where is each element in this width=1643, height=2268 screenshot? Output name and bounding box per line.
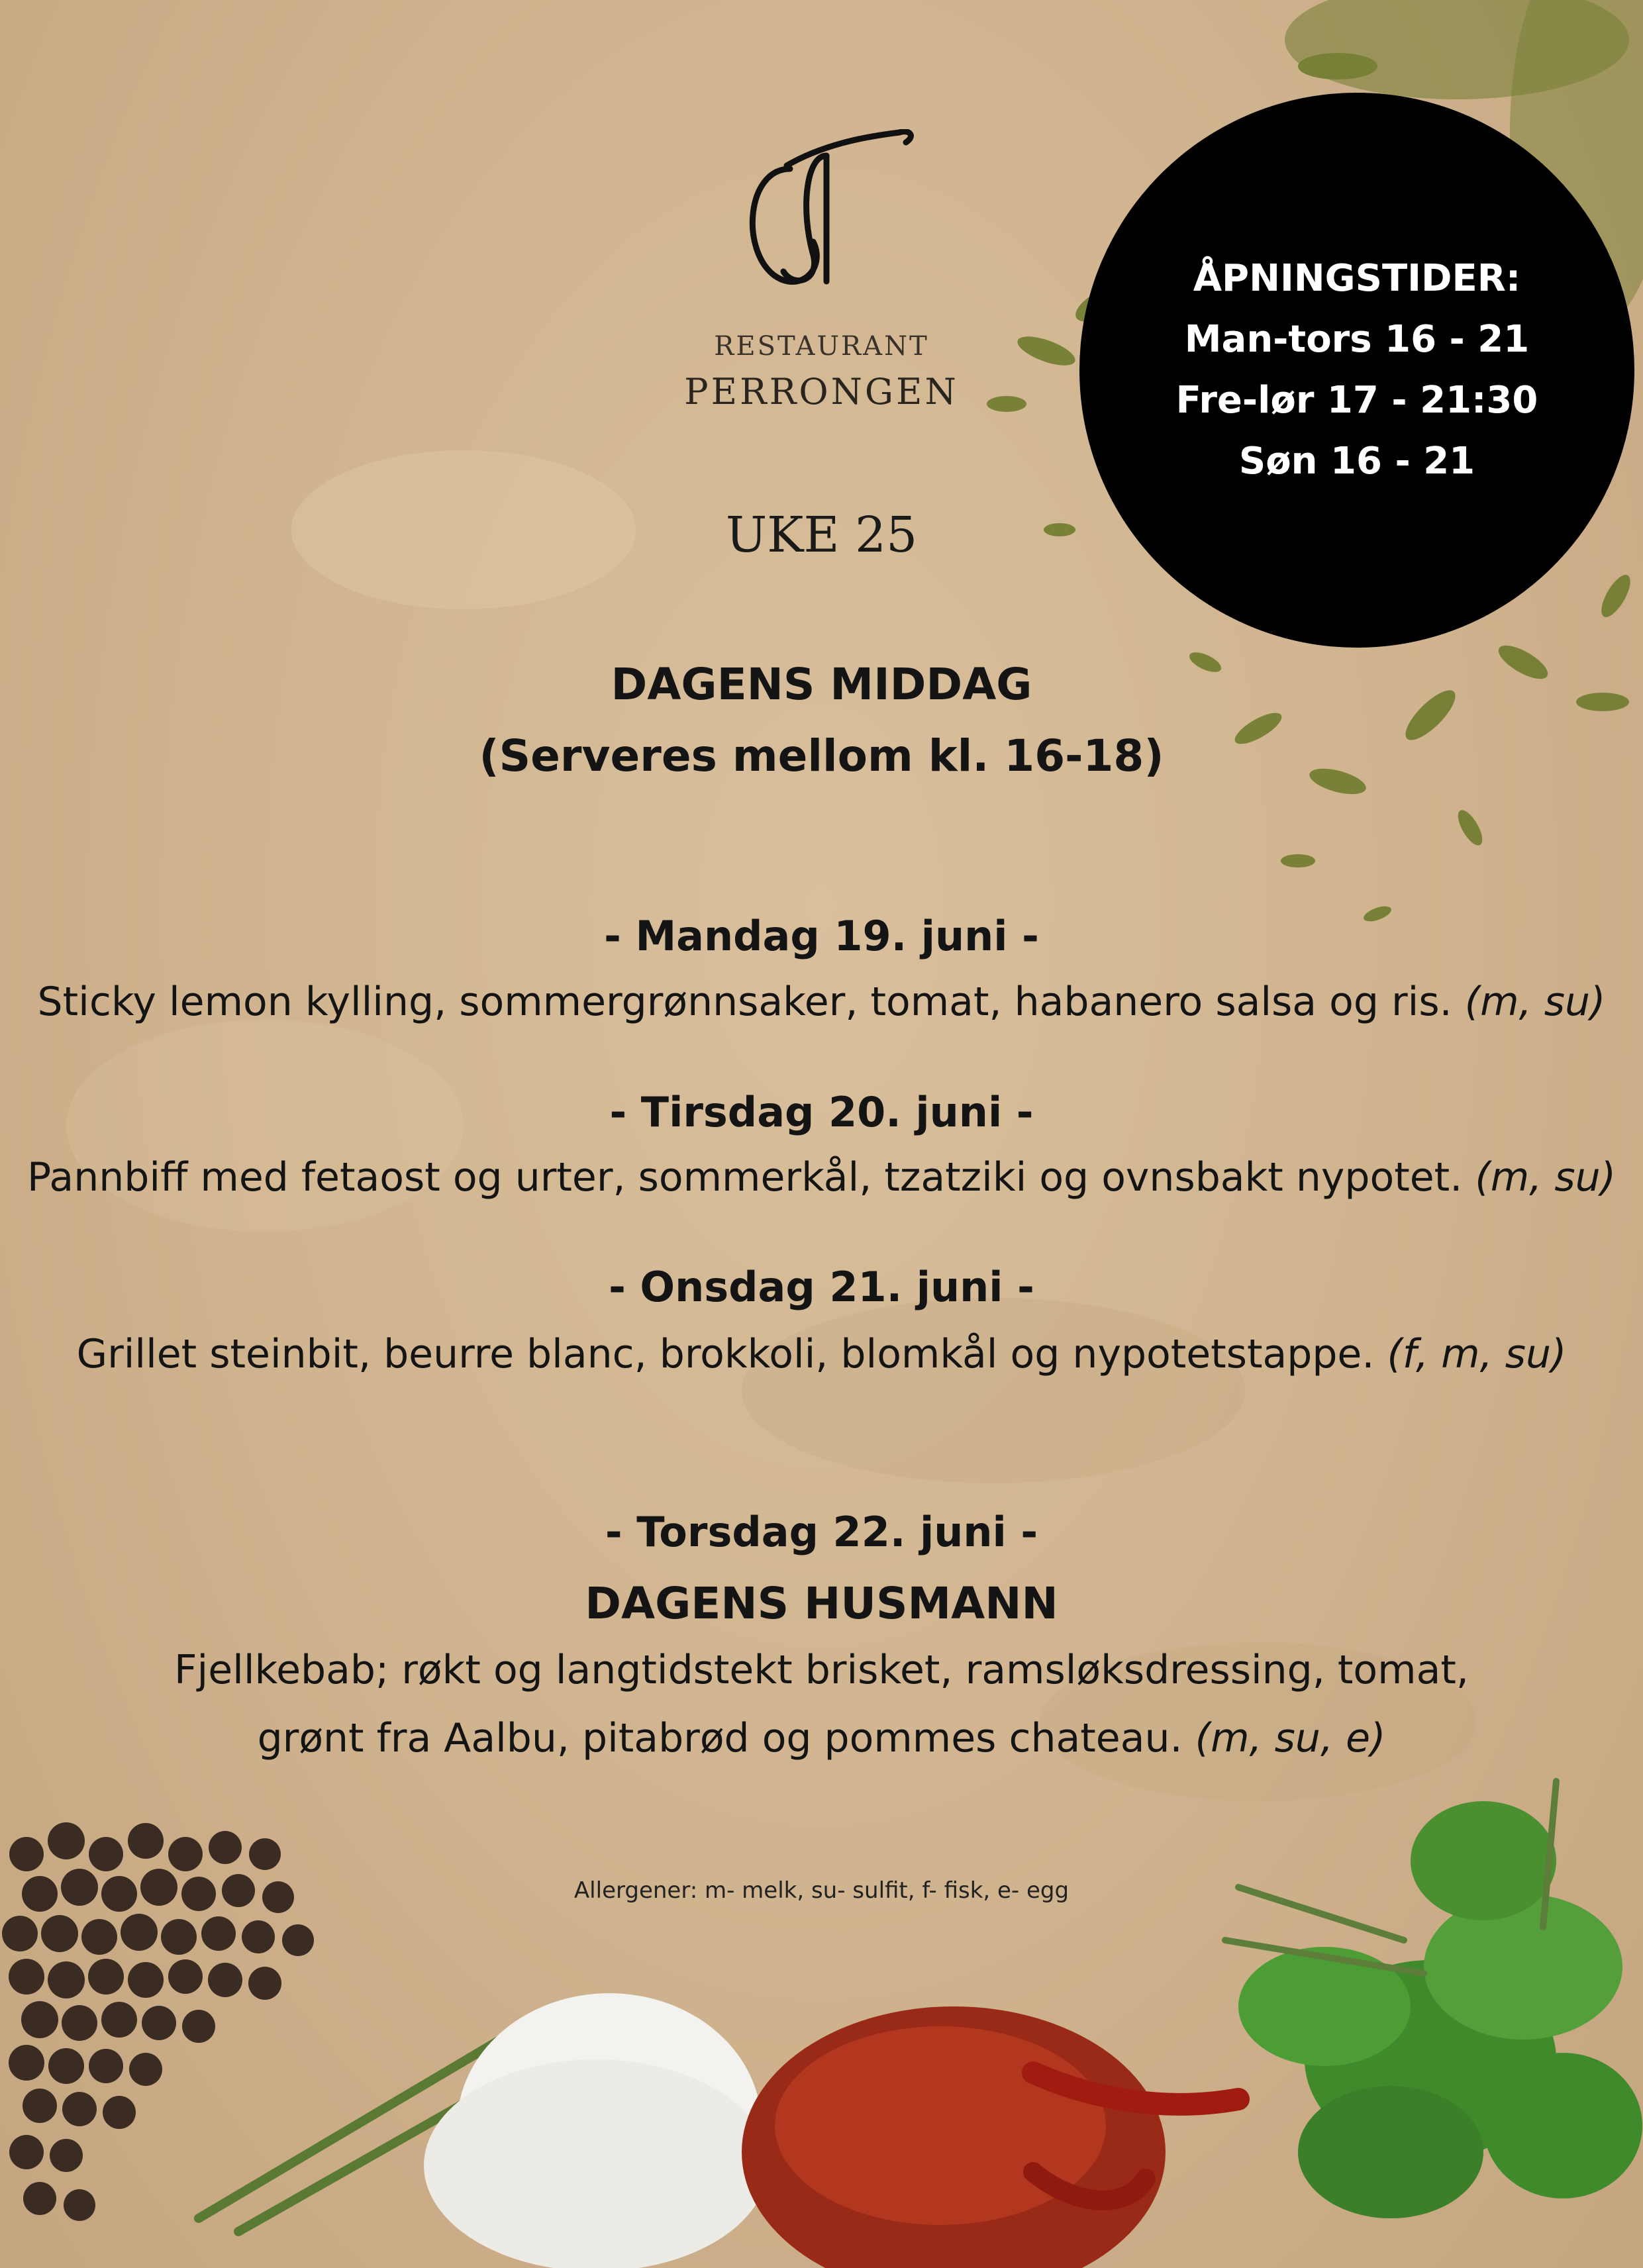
dish-description: Sticky lemon kylling, sommergrønnsaker, tomat, habanero salsa og ris. xyxy=(37,979,1452,1025)
restaurant-monogram-logo xyxy=(727,129,919,298)
spices-decoration xyxy=(0,1755,1643,2268)
husmann-heading: DAGENS HUSMANN xyxy=(585,1578,1058,1629)
dish-allergens: (f, m, su) xyxy=(1387,1331,1567,1377)
dish-description: Pannbiff med fetaost og urter, sommerkål, tzatziki og ovnsbakt nypotet. xyxy=(26,1154,1463,1201)
menu-title: DAGENS MIDDAG xyxy=(611,659,1032,710)
brand-name: PERRONGEN xyxy=(684,371,959,413)
opening-hours-badge xyxy=(1079,93,1634,648)
allergen-legend: Allergener: m- melk, su- sulfit, f- fisk, e- egg xyxy=(573,1877,1070,1904)
day-heading-thursday: - Torsdag 22. juni - xyxy=(605,1508,1038,1556)
opening-hours-line: Søn 16 - 21 xyxy=(1238,440,1475,483)
dish-allergens: (m, su) xyxy=(1475,1154,1617,1201)
day-heading-monday: - Mandag 19. juni - xyxy=(604,912,1039,960)
dish-monday xyxy=(0,979,1643,1025)
menu-subtitle: (Serveres mellom kl. 16-18) xyxy=(479,730,1164,781)
day-heading-wednesday: - Onsdag 21. juni - xyxy=(609,1263,1034,1311)
brand-subtitle: RESTAURANT xyxy=(714,331,929,362)
dish-tuesday xyxy=(0,1154,1643,1201)
opening-hours-line: Fre-lør 17 - 21:30 xyxy=(1175,379,1538,422)
dish-allergens: (m, su, e) xyxy=(1195,1715,1386,1761)
opening-hours-line: Man-tors 16 - 21 xyxy=(1184,318,1530,361)
dish-thursday-line1: Fjellkebab; røkt og langtidstekt brisket, ramsløksdressing, tomat, xyxy=(174,1647,1469,1693)
day-heading-tuesday: - Tirsdag 20. juni - xyxy=(609,1088,1034,1136)
dish-allergens: (m, su) xyxy=(1464,979,1606,1025)
week-label: UKE 25 xyxy=(725,507,918,564)
opening-hours-title: ÅPNINGSTIDER: xyxy=(1193,257,1521,300)
dish-description: grønt fra Aalbu, pitabrød og pommes chateau. xyxy=(257,1715,1183,1761)
dish-thursday-line2 xyxy=(0,1715,1643,1761)
dish-wednesday xyxy=(0,1331,1643,1377)
dish-description: Grillet steinbit, beurre blanc, brokkoli, blomkål og nypotetstappe. xyxy=(76,1331,1375,1377)
